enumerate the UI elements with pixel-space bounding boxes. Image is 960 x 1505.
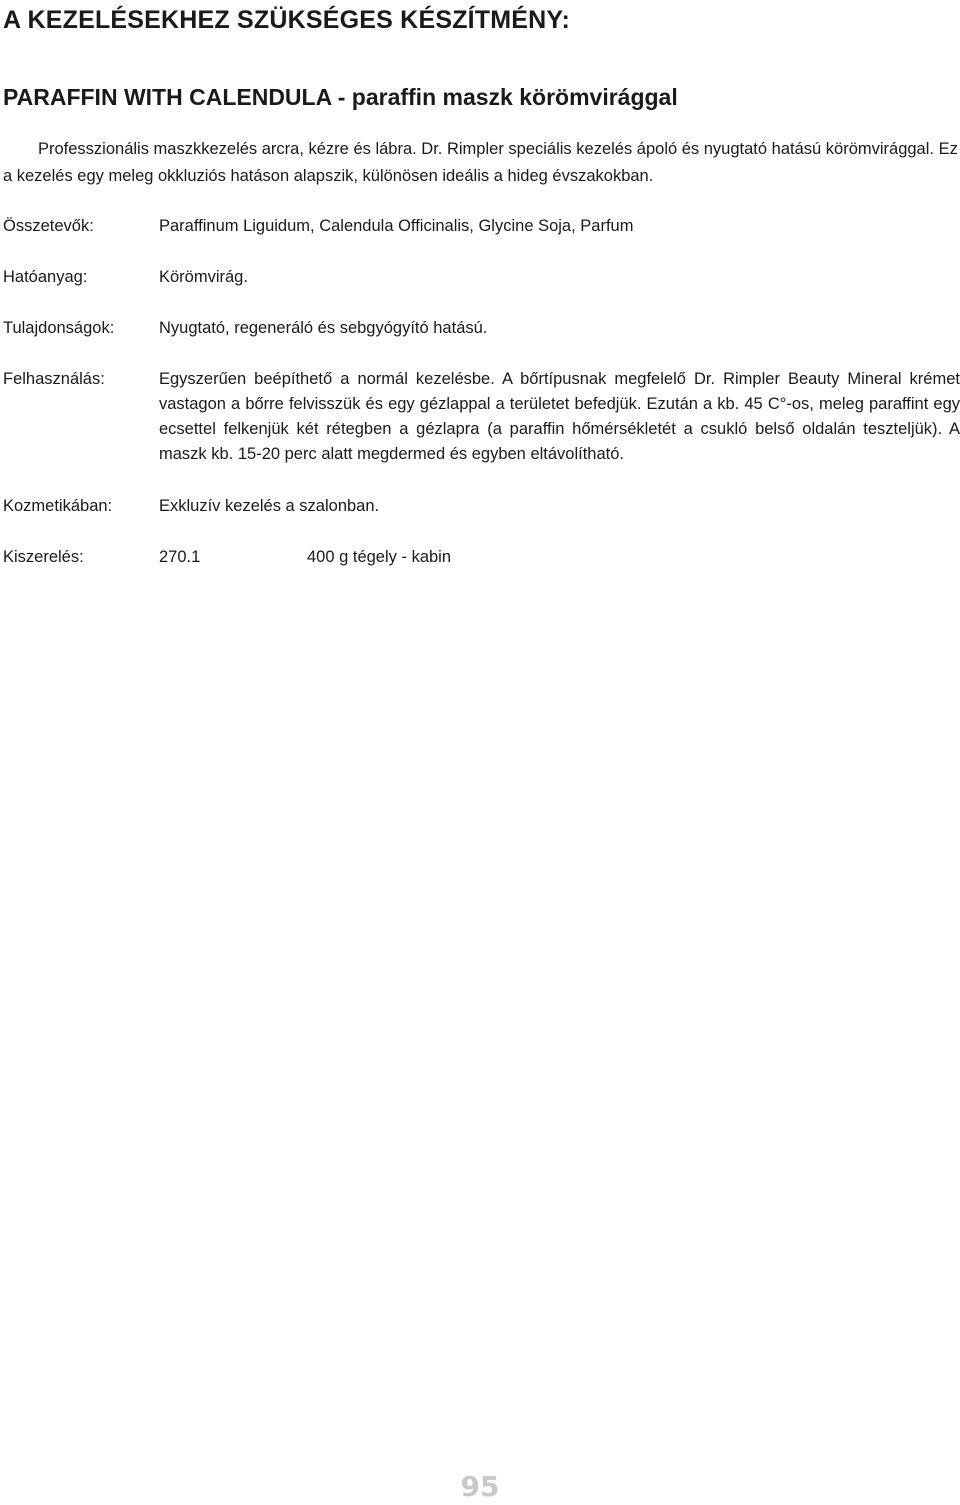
properties-value: Nyugtató, regeneráló és sebgyógyító hatású. [159, 319, 488, 337]
active-ingredient-label: Hatóanyag: [3, 268, 88, 286]
packaging-label: Kiszerelés: [3, 548, 84, 566]
usage-label: Felhasználás: [3, 370, 105, 388]
product-title: PARAFFIN WITH CALENDULA - paraffin maszk körömvirággal [3, 84, 678, 110]
usage-value: Egyszerűen beépíthető a normál kezelésbe. A bőrtípusnak megfelelő Dr. Rimpler Beauty Mineral krémet vastagon a bőrre felvisszük és egy gézlappal a területet befedjük. Ezután a kb. 45 C°-os, meleg paraffint egy ecsettel felkenjük két rétegben a gézlapra (a paraffin hőmérsékletét a csukló belső oldalán teszteljük). A maszk kb. 15-20 perc alatt megdermed és egyben eltávolítható. [159, 370, 960, 463]
salon-label: Kozmetikában: [3, 497, 113, 515]
properties-label: Tulajdonságok: [3, 319, 115, 337]
ingredients-label: Összetevők: [3, 217, 94, 235]
page-number: 95 [460, 1470, 500, 1503]
product-intro: Professzionális maszkkezelés arcra, kézre és lábra. Dr. Rimpler speciális kezelés ápoló és nyugtató hatású körömvirággal. Ez a kezelés egy meleg okkluziós hatáson alapszik, különösen ideális a hideg évszakokban. [3, 140, 958, 185]
page-heading: A KEZELÉSEKHEZ SZÜKSÉGES KÉSZÍTMÉNY: [3, 6, 570, 34]
active-ingredient-value: Körömvirág. [159, 268, 248, 286]
product-code: 270.1 [159, 548, 201, 566]
salon-value: Exkluzív kezelés a szalonban. [159, 497, 380, 515]
ingredients-value: Paraffinum Liguidum, Calendula Officinalis, Glycine Soja, Parfum [159, 217, 634, 235]
package-size: 400 g tégely - kabin [307, 548, 452, 566]
